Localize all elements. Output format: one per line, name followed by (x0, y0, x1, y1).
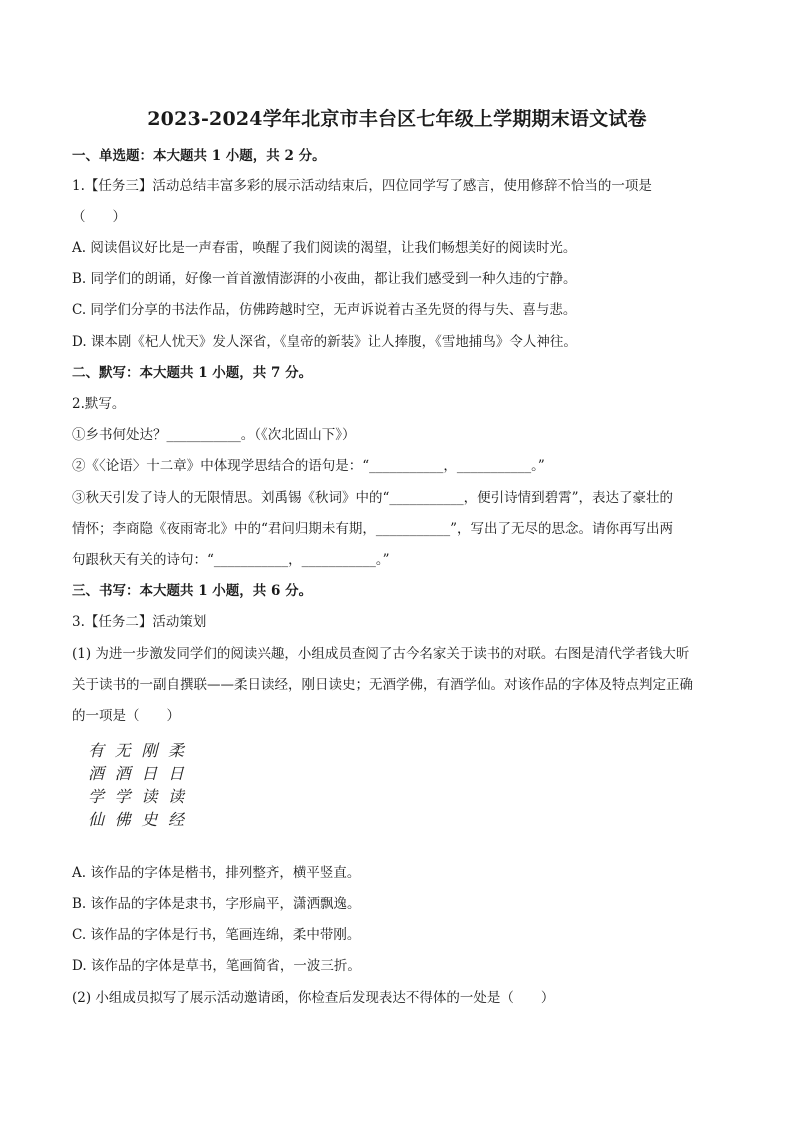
calligraphy-character: 佛 (114, 810, 131, 829)
question-1-bracket: （ ） (72, 209, 126, 225)
calligraphy-image (86, 740, 186, 840)
section-1-header: 一、单选题：本大题共 1 小题，共 2 分。 (72, 148, 326, 164)
question-1-option-c: C. 同学们分享的书法作品，仿佛跨越时空，无声诉说着古圣先贤的得与失、喜与悲。 (72, 302, 577, 318)
page-title: 2023-2024学年北京市丰台区七年级上学期期末语文试卷 (147, 108, 647, 130)
question-1-stem: 1.【任务三】活动总结丰富多彩的展示活动结束后，四位同学写了感言，使用修辞不恰当的一项是 (72, 178, 652, 194)
calligraphy-character: 读 (141, 787, 158, 806)
question-3-option-b: B. 该作品的字体是隶书，字形扁平，潇洒飘逸。 (72, 896, 361, 912)
question-2-line-1: ①乡书何处达？___________。（《次北固山下》） (72, 427, 356, 443)
calligraphy-character: 酒 (114, 764, 131, 783)
calligraphy-character: 读 (168, 787, 185, 806)
question-1-option-b: B. 同学们的朗诵，好像一首首激情澎湃的小夜曲，都让我们感受到一种久违的宁静。 (72, 271, 577, 287)
question-2-stem: 2.默写。 (72, 396, 126, 412)
question-3-option-a: A. 该作品的字体是楷书，排列整齐，横平竖直。 (72, 865, 361, 881)
question-3-stem: 3.【任务二】活动策划 (72, 614, 207, 630)
question-1-option-d: D. 课本剧《杞人忧天》发人深省，《皇帝的新装》让人捧腹，《雪地捕鸟》令人神往。 (72, 334, 577, 350)
calligraphy-character: 刚 (141, 741, 158, 760)
calligraphy-character: 柔 (168, 741, 185, 760)
question-2-line-3: ③秋天引发了诗人的无限情思。刘禹锡《秋词》中的“___________，便引诗情到碧霄”，表达了豪壮的 (72, 490, 674, 506)
question-2-line-2: ②《〈论语〉十二章》中体现学思结合的语句是：“___________，___________。” (72, 458, 545, 474)
question-2-line-5: 句跟秋天有关的诗句：“___________，___________。” (72, 552, 390, 568)
calligraphy-character: 酒 (88, 764, 105, 783)
calligraphy-character: 经 (168, 810, 185, 829)
calligraphy-character: 无 (114, 741, 131, 760)
question-3-option-d: D. 该作品的字体是草书，笔画简省，一波三折。 (72, 958, 361, 974)
calligraphy-character: 学 (88, 787, 105, 806)
section-3-header: 三、书写：本大题共 1 小题，共 6 分。 (72, 583, 313, 599)
question-3-sub1-line-1: (1) 为进一步激发同学们的阅读兴趣，小组成员查阅了古今名家关于读书的对联。右图是清代学者钱大昕 (72, 646, 690, 662)
question-3-option-c: C. 该作品的字体是行书，笔画连绵，柔中带刚。 (72, 927, 361, 943)
calligraphy-couplet (86, 740, 186, 840)
question-3-sub1-line-2: 关于读书的一副自撰联——柔日读经，刚日读史；无酒学佛，有酒学仙。对该作品的字体及特点判定正确 (72, 677, 693, 693)
calligraphy-character: 史 (141, 810, 158, 829)
calligraphy-character: 有 (88, 741, 105, 760)
calligraphy-character: 仙 (88, 810, 105, 829)
question-1-option-a: A. 阅读倡议好比是一声春雷，唤醒了我们阅读的渴望，让我们畅想美好的阅读时光。 (72, 240, 577, 256)
section-2-header: 二、默写：本大题共 1 小题，共 7 分。 (72, 365, 313, 381)
question-3-sub1-line-3: 的一项是（ ） (72, 708, 180, 724)
calligraphy-character: 日 (141, 764, 158, 783)
question-3-sub2: (2) 小组成员拟写了展示活动邀请函，你检查后发现表达不得体的一处是（ ） (72, 990, 555, 1006)
calligraphy-character: 日 (168, 764, 185, 783)
question-2-line-4: 情怀；李商隐《夜雨寄北》中的“君问归期未有期，___________”，写出了无尽的思念。请你再写出两 (72, 521, 674, 537)
calligraphy-character: 学 (114, 787, 131, 806)
